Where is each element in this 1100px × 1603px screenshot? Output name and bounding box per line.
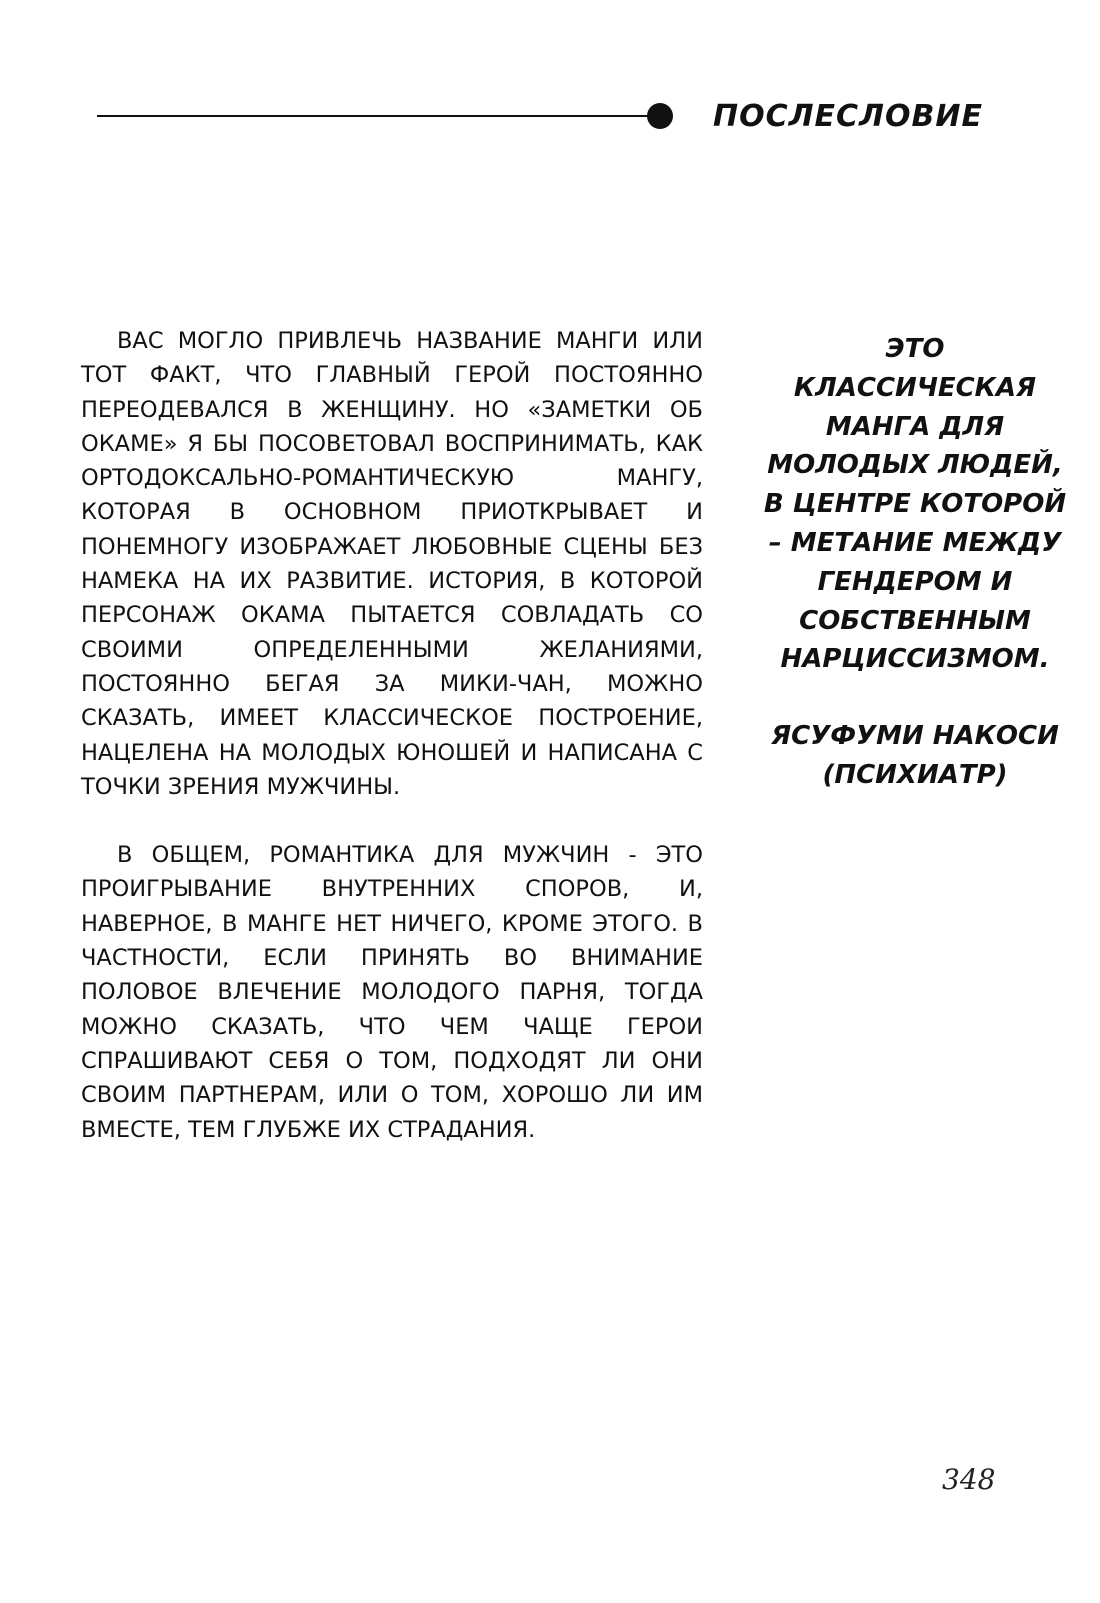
body-paragraph: ВАС МОГЛО ПРИВЛЕЧЬ НАЗВАНИЕ МАНГИ ИЛИ ТОТ ФАКТ, ЧТО ГЛАВНЫЙ ГЕРОЙ ПОСТОЯННО ПЕРЕОДЕВАЛСЯ В ЖЕНЩИНУ. НО «ЗАМЕТКИ ОБ ОКАМЕ» Я БЫ ПОСОВЕТОВАЛ ВОСПРИНИМАТЬ, КАК ОРТОДОКСАЛЬНО-РОМАНТИЧЕСКУЮ МАНГУ, КОТОРАЯ В ОСНОВНОМ ПРИОТКРЫВАЕТ И ПОНЕМНОГУ ИЗОБРАЖАЕТ ЛЮБОВНЫЕ СЦЕНЫ БЕЗ НАМЕКА НА ИХ РАЗВИТИЕ. ИСТОРИЯ, В КОТОРОЙ ПЕРСОНАЖ ОКАМА ПЫТАЕТСЯ СОВЛАДАТЬ СО СВОИМИ ОПРЕДЕЛЕННЫМИ ЖЕЛАНИЯМИ, ПОСТОЯННО БЕГАЯ ЗА МИКИ-ЧАН, МОЖНО СКАЗАТЬ, ИМЕЕТ КЛАССИЧЕСКОЕ ПОСТРОЕНИЕ, НАЦЕЛЕНА НА МОЛОДЫХ ЮНОШЕЙ И НАПИСАНА С ТОЧКИ ЗРЕНИЯ МУЖЧИНЫ.: [81, 328, 703, 800]
pull-quote-author: ЯСУФУМИ НАКОСИ (ПСИХИАТР): [771, 721, 1059, 790]
header-rule: [97, 115, 650, 117]
section-title: ПОСЛЕСЛОВИЕ: [713, 99, 983, 134]
page-number: 348: [942, 1463, 996, 1496]
pull-quote: [760, 330, 1070, 795]
pull-quote-text: ЭТО КЛАССИЧЕСКАЯ МАНГА ДЛЯ МОЛОДЫХ ЛЮДЕЙ, В ЦЕНТРЕ КОТОРОЙ – МЕТАНИЕ МЕЖДУ ГЕНДЕРОМ И СОБСТВЕННЫМ НАРЦИССИЗМОМ.: [763, 334, 1067, 675]
body-paragraph: В ОБЩЕМ, РОМАНТИКА ДЛЯ МУЖЧИН - ЭТО ПРОИГРЫВАНИЕ ВНУТРЕННИХ СПОРОВ, И, НАВЕРНОЕ, В МАНГЕ НЕТ НИЧЕГО, КРОМЕ ЭТОГО. В ЧАСТНОСТИ, ЕСЛИ ПРИНЯТЬ ВО ВНИМАНИЕ ПОЛОВОЕ ВЛЕЧЕНИЕ МОЛОДОГО ПАРНЯ, ТОГДА МОЖНО СКАЗАТЬ, ЧТО ЧЕМ ЧАЩЕ ГЕРОИ СПРАШИВАЮТ СЕБЯ О ТОМ, ПОДХОДЯТ ЛИ ОНИ СВОИМ ПАРТНЕРАМ, ИЛИ О ТОМ, ХОРОШО ЛИ ИМ ВМЕСТЕ, ТЕМ ГЛУБЖЕ ИХ СТРАДАНИЯ.: [81, 842, 703, 1143]
afterword-body: [81, 324, 703, 1147]
header-bullet-dot: [647, 103, 673, 129]
